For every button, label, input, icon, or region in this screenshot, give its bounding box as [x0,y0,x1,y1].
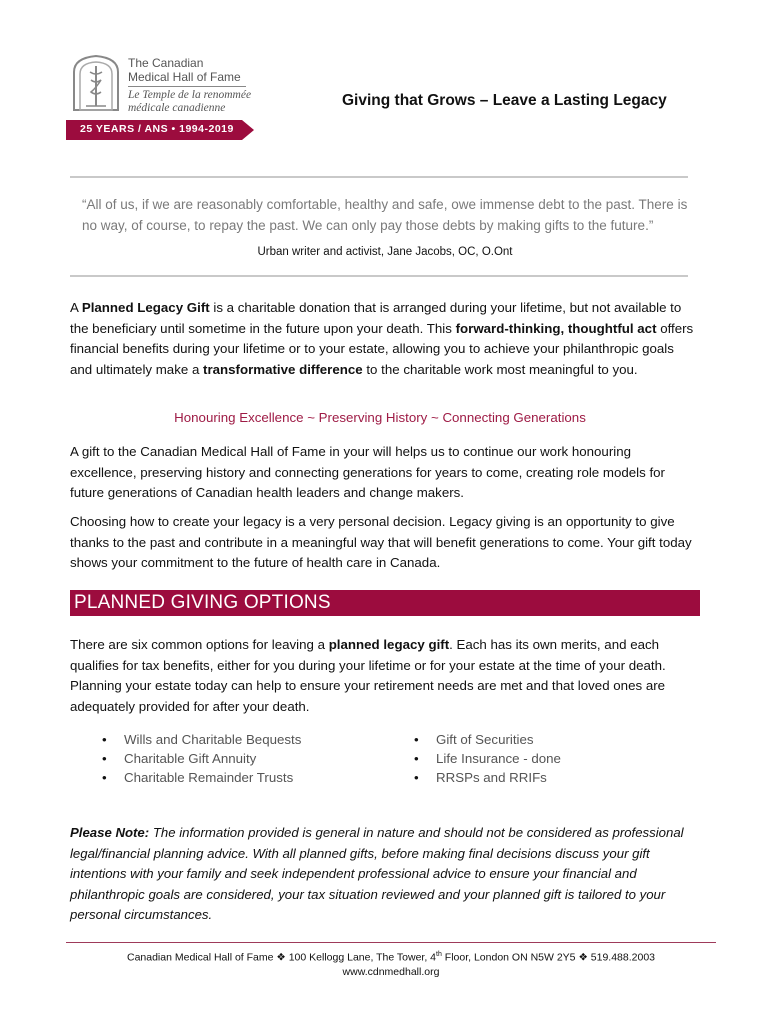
intro-text-3: offers financial benefits during your lifetime or to your estate, allowing you to achieve your philanthropic goals and ultimately make a [70,320,694,377]
footer-divider [66,942,716,943]
gift-paragraph: A gift to the Canadian Medical Hall of Fame in your will helps us to continue our work honouring excellence, preserving history and connecting generations for years to come, creating role models for future generations of Canadian health leaders and change makers. [70,444,665,500]
logo-name-english-line2: Medical Hall of Fame [128,70,241,84]
footer [66,948,716,979]
logo-name-french-line1: Le Temple de la renommée [128,89,252,101]
intro-bold-3: transformative difference [203,361,363,377]
options-list-right [414,730,561,787]
page-heading: Giving that Grows – Leave a Lasting Legacy [342,92,667,109]
intro-bold-2: forward-thinking, thoughtful act [455,320,657,336]
list-item: • Wills and Charitable Bequests [102,730,301,749]
legacy-paragraph: Choosing how to create your legacy is a very personal decision. Legacy giving is an opportunity to give thanks to the past and contribute in a meaningful way that will benefit generations to come. Your gift today shows your commitment to the future of health care in Canada. [70,514,692,570]
options-text-1: There are six common options for leaving a [70,637,329,652]
list-item: • Gift of Securities [414,730,561,749]
caduceus-crest-icon [70,54,122,112]
note-text: The information provided is general in nature and should not be considered as professional legal/financial planning advice. With all planned gifts, before making final decisions discuss your gift intentions with your family and seek independent professional advice to ensure your financial and philanthropic goals are considered, your tax situation reviewed and your planned gift is tailored to your personal circumstances. [70,825,684,922]
quote-attribution: Urban writer and activist, Jane Jacobs, OC, O.Ont [257,246,513,258]
intro-paragraph [70,298,698,380]
footer-address-part1: Canadian Medical Hall of Fame ❖ 100 Kellogg Lane, The Tower, 4 [126,951,437,964]
tagline: Honouring Excellence ~ Preserving History ~ Connecting Generations [174,410,586,425]
list-item: • RRSPs and RRIFs [414,768,561,787]
logo-name-french-line2: médicale canadienne [128,102,226,114]
list-item: • Life Insurance - done [414,749,561,768]
list-item: • Charitable Gift Annuity [102,749,301,768]
section-title: PLANNED GIVING OPTIONS [74,592,331,613]
options-intro-paragraph [70,635,698,717]
footer-address-sup: th [436,951,442,958]
intro-bold-1: Planned Legacy Gift [81,300,210,315]
quote-bottom-divider [70,275,688,277]
quote-text: “All of us, if we are reasonably comfortable, healthy and safe, owe immense debt to the past. There is no way, of course, to repay the past. We can only pay those debts by making gifts to the future.” [82,197,688,233]
list-item: • Charitable Remainder Trusts [102,768,301,787]
options-text-2: . Each has its own merits, and each qualifies for tax benefits, either for you during your lifetime or for your estate at the time of your death. Planning your estate today can help to ensure your retirement needs are met and that loved ones are adequately provided for after your death. [70,637,666,714]
intro-text-2: is a charitable donation that is arranged during your lifetime, but not available to the beneficiary until sometime in the future upon your death. This [70,300,682,336]
intro-text-4: to the charitable work most meaningful to you. [362,361,638,377]
organization-logo [66,52,266,144]
footer-address-part2: Floor, London ON N5W 2Y5 ❖ 519.488.2003 [441,951,656,964]
quote-top-divider [70,176,688,178]
section-header-bar [70,590,700,616]
note-label: Please Note: [70,825,150,840]
footer-website-link[interactable]: www.cdnmedhall.org [342,965,440,978]
options-list-left [102,730,301,787]
anniversary-text: 25 YEARS / ANS • 1994-2019 [80,123,234,135]
logo-name-english-line1: The Canadian [128,56,204,70]
intro-text-1: A [70,300,82,315]
disclaimer-note [70,823,702,926]
logo-divider [128,86,246,87]
footer-address [66,948,716,965]
options-bold-1: planned legacy gift [328,637,450,652]
